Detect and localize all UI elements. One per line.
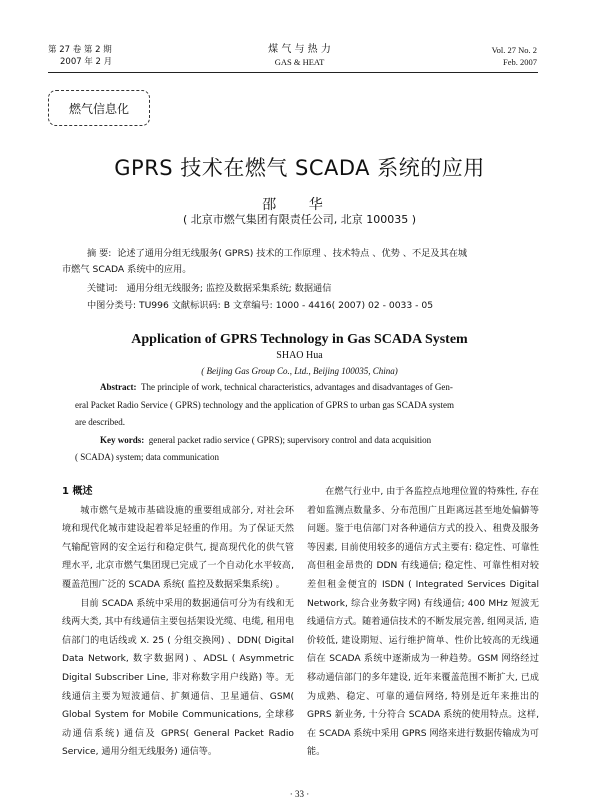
journal-vol-en: Vol. 27 No. 2 [491,45,537,55]
abstract-en-line2: eral Packet Radio Service ( GPRS) technology and the application of GPRS to urban gas SCADA system [75,399,454,410]
author-en: SHAO Hua [276,350,323,361]
affiliation-cn: ( 北京市燃气集团有限责任公司, 北京 100035 ) [182,213,417,226]
section-label-text: 燃气信息化 [68,101,129,116]
keywords-en-label: Key words: [100,434,145,445]
keywords-en-line1: general packet radio service ( GPRS); supervisory control and data acquisition [148,434,432,445]
page-number: · 33 · [289,789,310,799]
abstract-en-line3: are described. [75,417,125,427]
section-heading: 1 概述 [62,486,93,497]
abstract-cn-line1: 论述了通用分组无线服务( GPRS) 技术的工作原理 、技术特点 、优势 、不足及其在城 [117,248,468,259]
header-left-1: 第 27 卷 第 2 期 [48,45,112,55]
journal-name-cn: 煤 气 与 热 力 [268,44,331,55]
header-left-2: 2007 年 2 月 [60,57,113,67]
section-label [48,90,150,126]
classification-line: 中图分类号: TU996 文献标识码: B 文章编号: 1000 - 4416( 2007) 02 - 0033 - 05 [87,300,434,311]
body-column-right [307,483,539,762]
keywords-cn-label: 关键词: [87,283,118,294]
abstract-en-line1: The principle of work, technical characteristics, advantages and disadvantages of Gen- [141,382,453,392]
paragraph-3: 在燃气行业中, 由于各监控点地理位置的特殊性, 存在着如监测点数量多、分布范围广且距离远甚至地处偏僻等问题。鉴于电信部门对各种通信方式的投入、租费及服务等因素, 目前使用较多的通信方式主要有: 稳定性、可靠性高但租金昂贵的 DDN 有线通信; 稳定性、可靠性相对较差但租金便宜的 ISDN ( Integrated Services Digital Network, 综合业务数字网) 有线通信; 400 MHz 短波无线通信方式。随着通信技术的不断发展完善, 组网灵活, 造价较低, 建设期短、运行维护简单、性价比较高的无线通信在 SCADA 系统中逐渐成为一种趋势。GSM 网络经过移动通信部门的多年建设, 近年来覆盖范围不断扩大, 已成为成熟、稳定、可靠的通信网络, 特别是近年来推出的 GPRS 新业务, 十分符合 SCADA 系统的使用特点。这样, 在 SCADA 系统中采用 GPRS 网络来进行数据传输成为可能。 [307,487,539,758]
abstract-cn [62,246,538,278]
keywords-en-line2: ( SCADA) system; data communication [75,452,219,462]
affiliation-en: ( Beijing Gas Group Co., Ltd., Beijing 100035, China) [201,366,398,376]
body-column-left [62,483,294,762]
author-cn: 邵 华 [262,197,337,213]
header-rule [48,72,538,73]
journal-name-en: GAS & HEAT [274,57,325,67]
paragraph-2: 目前 SCADA 系统中采用的数据通信可分为有线和无线两大类, 其中有线通信主要包括架设光缆、电缆, 租用电信部门的电话线或 X. 25 ( 分组交换网) 、DDN( Digital Data Network, 数字数据网) 、ADSL ( Asymmetric Digital Subscriber Line, 非对称数字用户线路) 等。无线通信主要为短波通信、扩频通信、卫星通信、GSM( Global System for Mobile Communications, 全球移动通信系统) 通信及 GPRS( General Packet Radio Service, 通用分组无线服务) 通信等。 [62,598,294,758]
abstract-en [75,379,523,467]
keywords-cn [87,282,331,296]
title-en: Application of GPRS Technology in Gas SCADA System [131,332,468,347]
paragraph-1: 城市燃气是城市基础设施的重要组成部分, 对社会环境和现代化城市建设起着举足轻重的作用。为了保证天然气输配管网的安全运行和稳定供气, 提高现代化的供气管理水平, 北京市燃气集团现已完成了一个自动化水平较高, 覆盖范围广泛的 SCADA 系统( 监控及数据采集系统) 。 [62,505,294,590]
page-title: GPRS 技术在燃气 SCADA 系统的应用 [114,156,485,180]
abstract-cn-line2: 市燃气 SCADA 系统中的应用。 [62,264,192,275]
keywords-cn-text: 通用分组无线服务; 监控及数据采集系统; 数据通信 [126,283,332,294]
abstract-cn-label: 摘 要: [87,248,112,259]
journal-date-en: Feb. 2007 [503,57,537,67]
abstract-en-label: Abstract: [100,382,137,392]
